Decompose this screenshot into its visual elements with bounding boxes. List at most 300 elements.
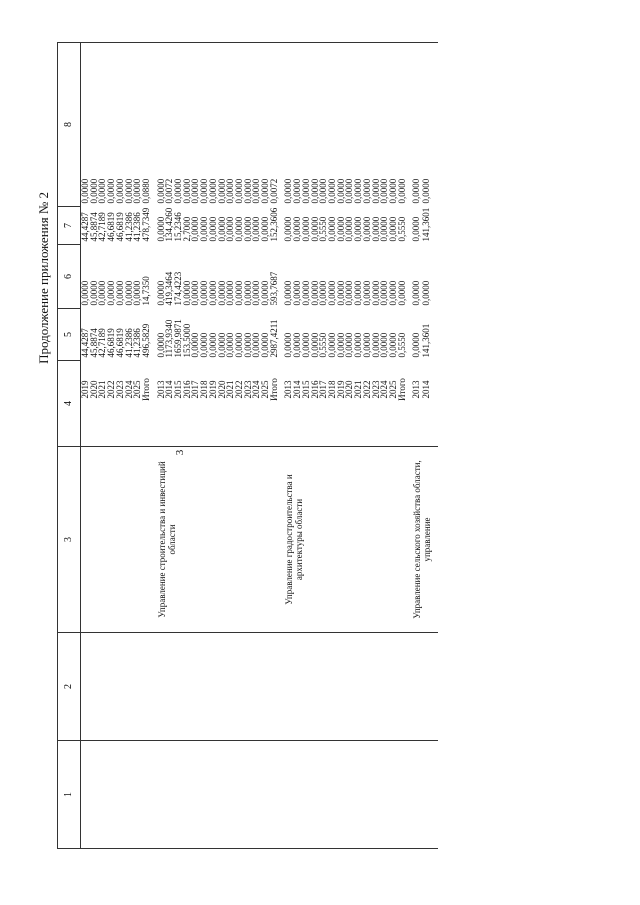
cell-pad: [244, 419, 253, 447]
cell-col2: [218, 633, 227, 741]
value-total: 0,0000: [344, 332, 355, 358]
cell-pad: [116, 419, 125, 447]
value-total: 44,4287: [80, 328, 90, 358]
value-col7: 0,0000: [335, 178, 346, 204]
cell-pad: [252, 419, 261, 447]
cell-pad: [226, 419, 235, 447]
cell-col2: [98, 633, 107, 741]
value-col6: 0,0000: [370, 216, 381, 242]
value-col7: 0,0072: [164, 178, 175, 204]
value-col5: 174,4223: [173, 271, 184, 306]
cell-pad: [142, 419, 151, 447]
value-col7: 0,0000: [242, 178, 253, 204]
cell-col1: [302, 741, 311, 849]
value-col6: 0,0000: [292, 216, 303, 242]
cell-col1: [133, 741, 142, 849]
year-cell: 2025: [132, 380, 143, 399]
value-col7: 0,0000: [251, 178, 262, 204]
value-total: 1659,9871: [173, 319, 184, 358]
cell-pad: [125, 419, 134, 447]
cell-col2: [293, 633, 302, 741]
value-total: 0,0000: [387, 332, 398, 358]
value-col6: 41,2386: [123, 212, 134, 242]
value-col6: 15,2346: [173, 212, 184, 242]
year-cell: 2023: [242, 380, 253, 399]
cell-col2: [422, 633, 432, 741]
cell-pad: [98, 419, 107, 447]
cell-pad: [174, 419, 183, 447]
budget-table: [57, 42, 438, 849]
table-row: [183, 43, 192, 849]
value-col5: 0,0000: [379, 280, 390, 306]
value-total: 46,6819: [106, 328, 117, 358]
year-cell: 2021: [353, 380, 364, 399]
year-cell: Итого: [268, 378, 279, 401]
header-cell-3: 3: [58, 447, 81, 633]
value-col5: 0,0000: [207, 280, 218, 306]
cell-col1: [354, 741, 363, 849]
value-total: 0,0000: [379, 332, 390, 358]
value-col7: 0,0000: [309, 178, 320, 204]
value-col5: 0,0000: [199, 280, 210, 306]
cell-col1: [125, 741, 134, 849]
cell-col2: [183, 633, 192, 741]
value-col5: 0,0000: [216, 280, 227, 306]
value-col6: 0,0000: [353, 216, 364, 242]
value-col5: 0,0000: [155, 280, 166, 306]
value-col6: 0,0000: [309, 216, 320, 242]
year-cell: Итого: [140, 378, 151, 401]
cell-pad: [293, 419, 302, 447]
value-col7: 0,0000: [88, 178, 99, 204]
cell-col2: [165, 633, 174, 741]
value-col6: 478,7349: [140, 207, 151, 242]
table-row: [209, 43, 218, 849]
value-col6: 0,0000: [225, 216, 236, 242]
header-cell-5: 5: [58, 309, 81, 361]
value-total: 496,5829: [140, 323, 151, 358]
value-col5: 0,0000: [260, 280, 271, 306]
org-cell: Управление сельского хозяйства области, управление: [412, 447, 432, 633]
table-row: [372, 43, 381, 849]
year-cell: 2016: [181, 380, 192, 399]
year-cell: 2015: [173, 380, 184, 399]
value-col6: 0,0000: [335, 216, 346, 242]
year-cell: 2017: [318, 380, 329, 399]
value-col5: 0,0000: [181, 280, 192, 306]
org-cell: Управление строительства и инвестиций области: [157, 447, 279, 633]
year-cell: 2015: [300, 380, 311, 399]
value-col7: 0,0880: [140, 178, 151, 204]
value-col6: 0,0000: [190, 216, 201, 242]
year-cell: 2014: [164, 380, 175, 399]
value-col5: 0,0000: [326, 280, 337, 306]
cell-col2: [363, 633, 372, 741]
value-total: 141,3601: [421, 323, 432, 358]
year-cell: 2018: [199, 380, 210, 399]
year-cell: 2022: [233, 380, 244, 399]
cell-col1: [191, 741, 200, 849]
cell-col2: [226, 633, 235, 741]
cell-col2: [261, 633, 270, 741]
total-row: [142, 43, 151, 849]
cell-col2: [235, 633, 244, 741]
cell-pad: [218, 419, 227, 447]
table-row: [328, 43, 337, 849]
value-total: 0,0000: [207, 332, 218, 358]
value-col6: 0,0000: [260, 216, 271, 242]
value-total: 45,8874: [88, 328, 99, 358]
table-row: [218, 43, 227, 849]
cell-col1: [261, 741, 270, 849]
cell-pad: [422, 419, 432, 447]
value-col7: 0,0000: [361, 178, 372, 204]
value-col5: 0,0000: [233, 280, 244, 306]
cell-pad: [412, 419, 422, 447]
cell-col1: [284, 741, 293, 849]
cell-pad: [284, 419, 293, 447]
year-cell: 2024: [251, 380, 262, 399]
cell-pad: [261, 419, 270, 447]
cell-col1: [157, 741, 166, 849]
value-col6: 0,0000: [199, 216, 210, 242]
table-row: [311, 43, 320, 849]
table-row: [116, 43, 125, 849]
cell-col1: [372, 741, 381, 849]
cell-col1: [380, 741, 389, 849]
value-col7: 0,0000: [396, 178, 407, 204]
gap-cell: [432, 419, 438, 447]
table-row: [293, 43, 302, 849]
cell-pad: [354, 419, 363, 447]
value-col6: 0,0000: [300, 216, 311, 242]
value-col7: 0,0072: [268, 178, 279, 204]
cell-col1: [422, 741, 432, 849]
year-cell: 2024: [379, 380, 390, 399]
value-col5: 0,0000: [387, 280, 398, 306]
cell-col1: [345, 741, 354, 849]
table-row: [389, 43, 398, 849]
value-total: 0,0000: [155, 332, 166, 358]
value-col6: 0,0000: [242, 216, 253, 242]
value-col6: 152,3606: [268, 207, 279, 242]
cell-col1: [174, 741, 183, 849]
value-col6: 0,0000: [326, 216, 337, 242]
value-col7: 0,0000: [421, 178, 432, 204]
value-col5: 0,0000: [97, 280, 108, 306]
cell-col2: [252, 633, 261, 741]
table-row: [226, 43, 235, 849]
cell-col2: [90, 633, 99, 741]
value-col5: 0,0000: [123, 280, 134, 306]
value-col6: 0,5550: [318, 216, 329, 242]
table-row: [363, 43, 372, 849]
value-total: 0,0000: [260, 332, 271, 358]
cell-pad: [200, 419, 209, 447]
cell-col1: [183, 741, 192, 849]
gap-cell: [432, 633, 438, 741]
table-row: [354, 43, 363, 849]
cell-pad: [345, 419, 354, 447]
header-cell-6: 6: [58, 245, 81, 309]
cell-col1: [337, 741, 346, 849]
value-col7: 0,0000: [225, 178, 236, 204]
org-cell: [81, 447, 151, 633]
year-cell: 2019: [207, 380, 218, 399]
cell-col2: [345, 633, 354, 741]
cell-col1: [328, 741, 337, 849]
year-cell: 2020: [88, 380, 99, 399]
cell-pad: [311, 419, 320, 447]
value-col6: 42,7189: [97, 212, 108, 242]
value-col6: 0,5550: [396, 216, 407, 242]
cell-col1: [226, 741, 235, 849]
cell-col2: [328, 633, 337, 741]
value-total: 2987,4211: [268, 319, 279, 358]
table-row: [133, 43, 142, 849]
value-col7: 0,0000: [80, 178, 90, 204]
value-col6: 0,0000: [344, 216, 355, 242]
value-col7: 0,0000: [353, 178, 364, 204]
cell-col2: [116, 633, 125, 741]
group-gap: [432, 43, 438, 849]
value-col7: 0,0000: [155, 178, 166, 204]
value-col5: 0,0000: [335, 280, 346, 306]
cell-pad: [209, 419, 218, 447]
value-col6: 41,2386: [132, 212, 143, 242]
value-col5: 0,0000: [309, 280, 320, 306]
table-row: [302, 43, 311, 849]
value-col5: 0,0000: [370, 280, 381, 306]
value-col5: 0,0000: [242, 280, 253, 306]
year-cell: 2019: [80, 380, 90, 399]
value-col7: 0,0000: [370, 178, 381, 204]
cell-pad: [270, 419, 279, 447]
year-cell: 2021: [225, 380, 236, 399]
value-col7: 0,0000: [207, 178, 218, 204]
cell-pad: [380, 419, 389, 447]
value-total: 153,5000: [181, 323, 192, 358]
value-total: 0,0000: [225, 332, 236, 358]
value-col6: 0,0000: [379, 216, 390, 242]
value-col5: 0,0000: [421, 280, 432, 306]
cell-col1: [270, 741, 279, 849]
cell-pad: [372, 419, 381, 447]
value-col6: 46,6819: [106, 212, 117, 242]
total-row: [270, 43, 279, 849]
table-row: [337, 43, 346, 849]
value-col5: 0,0000: [225, 280, 236, 306]
value-col5: 0,0000: [283, 280, 294, 306]
value-col6: 0,0000: [207, 216, 218, 242]
value-col7: 0,0000: [387, 178, 398, 204]
cell-col2: [81, 633, 90, 741]
value-col7: 0,0000: [199, 178, 210, 204]
table-row: [422, 43, 432, 849]
value-col6: 0,0000: [361, 216, 372, 242]
value-col5: 0,0000: [396, 280, 407, 306]
cell-pad: [302, 419, 311, 447]
value-col7: 0,0000: [300, 178, 311, 204]
table-row: [261, 43, 270, 849]
cell-col2: [398, 633, 407, 741]
cell-col2: [157, 633, 166, 741]
value-col6: 44,4287: [80, 212, 90, 242]
cell-pad: [398, 419, 407, 447]
cell-col2: [142, 633, 151, 741]
value-col5: 0,0000: [344, 280, 355, 306]
gap-cell: [432, 309, 438, 361]
year-cell: 2020: [344, 380, 355, 399]
value-col7: 0,0000: [132, 178, 143, 204]
value-col7: 0,0000: [181, 178, 192, 204]
value-total: 0,0000: [251, 332, 262, 358]
cell-col2: [354, 633, 363, 741]
value-col5: 0,0000: [88, 280, 99, 306]
cell-col2: [270, 633, 279, 741]
year-cell: 2025: [260, 380, 271, 399]
value-total: 1173,9340: [164, 319, 175, 358]
table-row: [98, 43, 107, 849]
value-total: 0,5550: [396, 332, 407, 358]
cell-pad: [157, 419, 166, 447]
value-total: 41,2386: [132, 328, 143, 358]
value-total: 0,0000: [370, 332, 381, 358]
value-col7: 0,0000: [379, 178, 390, 204]
page-number: 3: [174, 449, 186, 456]
cell-col1: [90, 741, 99, 849]
value-col5: 0,0000: [114, 280, 125, 306]
value-total: 0,0000: [326, 332, 337, 358]
value-col5: 0,0000: [190, 280, 201, 306]
cell-pad: [363, 419, 372, 447]
year-cell: 2016: [309, 380, 320, 399]
table-row: [345, 43, 354, 849]
value-total: 42,7189: [97, 328, 108, 358]
cell-col1: [209, 741, 218, 849]
year-cell: Итого: [396, 378, 407, 401]
table-row: [125, 43, 134, 849]
value-col5: 419,3464: [164, 271, 175, 306]
value-col5: 0,0000: [80, 280, 90, 306]
value-total: 41,2386: [123, 328, 134, 358]
value-total: 0,0000: [216, 332, 227, 358]
year-cell: 2021: [97, 380, 108, 399]
value-col6: 0,0000: [411, 216, 422, 242]
value-col6: 0,0000: [233, 216, 244, 242]
table-row: [235, 43, 244, 849]
value-col5: 0,0000: [318, 280, 329, 306]
year-cell: 2014: [292, 380, 303, 399]
value-total: 0,0000: [361, 332, 372, 358]
cell-col1: [200, 741, 209, 849]
cell-pad: [90, 419, 99, 447]
year-cell: 2014: [421, 380, 432, 399]
value-col7: 0,0000: [283, 178, 294, 204]
value-total: 0,0000: [292, 332, 303, 358]
cell-pad: [328, 419, 337, 447]
table-row: [90, 43, 99, 849]
table-row: [412, 43, 422, 849]
cell-col2: [412, 633, 422, 741]
year-cell: 2025: [387, 380, 398, 399]
table-row: [252, 43, 261, 849]
gap-cell: [432, 447, 438, 633]
table-row: [319, 43, 328, 849]
cell-col1: [293, 741, 302, 849]
value-col6: 0,0000: [216, 216, 227, 242]
cell-col1: [218, 741, 227, 849]
cell-col1: [244, 741, 253, 849]
table-row: [191, 43, 200, 849]
value-col5: 0,0000: [106, 280, 117, 306]
year-cell: 2023: [370, 380, 381, 399]
cell-pad: [183, 419, 192, 447]
gap-cell: [432, 207, 438, 245]
cell-pad: [319, 419, 328, 447]
cell-col1: [235, 741, 244, 849]
value-col7: 0,0000: [114, 178, 125, 204]
cell-pad: [337, 419, 346, 447]
table-row: [244, 43, 253, 849]
table-header-row: [58, 43, 81, 849]
value-col6: 2,7000: [181, 216, 192, 242]
value-col7: 0,0000: [123, 178, 134, 204]
table-row: [284, 43, 293, 849]
table-row: [107, 43, 116, 849]
header-cell-7: 7: [58, 207, 81, 245]
cell-pad: [389, 419, 398, 447]
cell-col1: [319, 741, 328, 849]
cell-col2: [337, 633, 346, 741]
cell-col2: [125, 633, 134, 741]
continuation-heading: Продолжение приложения № 2: [36, 192, 51, 364]
header-cell-8: 8: [58, 43, 81, 207]
gap-cell: [432, 245, 438, 309]
value-col7: 0,0000: [106, 178, 117, 204]
value-col5: 0,0000: [411, 280, 422, 306]
value-col5: 0,0000: [361, 280, 372, 306]
value-total: 0,0000: [199, 332, 210, 358]
year-cell: 2019: [335, 380, 346, 399]
cell-pad: [133, 419, 142, 447]
value-col5: 0,0000: [292, 280, 303, 306]
value-total: 0,0000: [190, 332, 201, 358]
value-col7: 0,0000: [318, 178, 329, 204]
table-row: [81, 43, 90, 849]
org-cell: Управление градостроительства и архитектуры области: [284, 447, 406, 633]
year-cell: 2020: [216, 380, 227, 399]
value-col5: 0,0000: [353, 280, 364, 306]
year-cell: 2013: [283, 380, 294, 399]
value-total: 0,0000: [242, 332, 253, 358]
value-col5: 0,0000: [251, 280, 262, 306]
value-col5: 0,0000: [300, 280, 311, 306]
cell-col1: [107, 741, 116, 849]
value-total: 0,0000: [309, 332, 320, 358]
year-cell: 2023: [114, 380, 125, 399]
cell-pad: [107, 419, 116, 447]
cell-col1: [116, 741, 125, 849]
value-col7: 0,0000: [326, 178, 337, 204]
value-total: 0,5550: [318, 332, 329, 358]
cell-col2: [209, 633, 218, 741]
value-col7: 0,0000: [411, 178, 422, 204]
cell-col2: [372, 633, 381, 741]
value-col5: 0,0000: [132, 280, 143, 306]
cell-col2: [284, 633, 293, 741]
gap-cell: [432, 741, 438, 849]
